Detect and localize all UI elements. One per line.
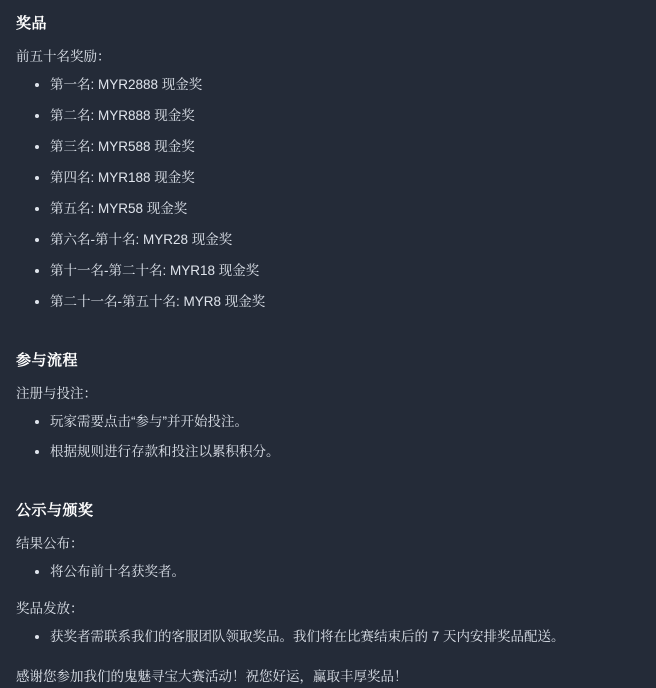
- section-heading-announcement: 公示与颁奖: [16, 501, 94, 519]
- list-item: • 第三名: MYR588 现金奖: [50, 137, 640, 158]
- list-item: • 第四名: MYR188 现金奖: [50, 168, 640, 189]
- subheading-results: 结果公布：: [16, 535, 84, 551]
- section-divider-spacer: [16, 329, 640, 341]
- closing-note: 感谢您参加我们的鬼魅寻宝大赛活动！祝您好运，赢取丰厚奖品！: [16, 669, 408, 685]
- list-item: • 第一名: MYR2888 现金奖: [50, 75, 640, 96]
- results-list: [16, 562, 640, 583]
- section-divider-spacer-2: [16, 479, 640, 491]
- prize-list: [16, 75, 640, 312]
- section-heading-prizes: 奖品: [16, 15, 48, 32]
- list-item: • 获奖者需联系我们的客服团队领取奖品。我们将在比赛结束后的 7 天内安排奖品配送。: [50, 627, 640, 648]
- section-heading-participation: 参与流程: [16, 351, 79, 369]
- subheading-prize-delivery: 奖品发放：: [16, 600, 84, 616]
- subheading-register-bet: 注册与投注：: [16, 385, 97, 401]
- list-item: • 第二名: MYR888 现金奖: [50, 106, 640, 127]
- list-item: • 第十一名-第二十名: MYR18 现金奖: [50, 261, 640, 282]
- list-item: • 根据规则进行存款和投注以累积积分。: [50, 442, 640, 463]
- subheading-top50-rewards: 前五十名奖励：: [16, 49, 111, 64]
- list-item: • 将公布前十名获奖者。: [50, 562, 640, 583]
- participation-list: [16, 412, 640, 463]
- list-item: • 第六名-第十名: MYR28 现金奖: [50, 230, 640, 251]
- list-item: • 玩家需要点击“参与”并开始投注。: [50, 412, 640, 433]
- list-item: • 第五名: MYR58 现金奖: [50, 199, 640, 220]
- list-item: • 第二十一名-第五十名: MYR8 现金奖: [50, 292, 640, 313]
